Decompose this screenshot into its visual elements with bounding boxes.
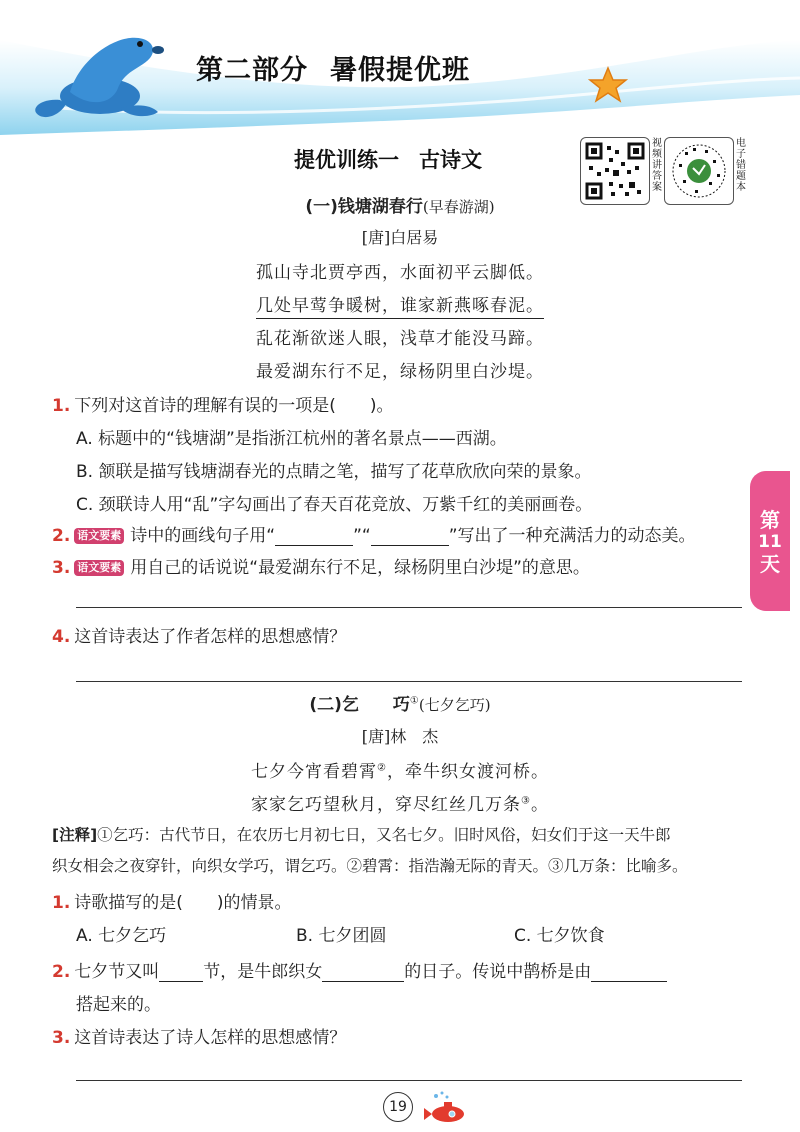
question-1 [52,391,394,416]
question-number: 2. [52,962,71,982]
footnote-marker: ① [409,695,419,707]
poem1-line: 孤山寺北贾亭西，水面初平云脚低。 [256,263,544,283]
day-tab-text [750,509,790,575]
label-char: 本 [736,182,746,193]
lesson-label: 提优训练一 [294,148,399,172]
question-3 [52,553,590,578]
question-2-continuation: 搭起来的。 [76,995,161,1015]
day-tab-char: 天 [760,552,780,576]
option-b[interactable]: B. 颔联是描写钱塘湖春光的点睛之笔，描写了花草欣欣向荣的景象。 [76,462,592,482]
question-text: ”写出了一种充满活力的动态美。 [448,526,696,546]
question-number: 3. [52,558,71,578]
answer-blank[interactable] [275,527,353,546]
option-c[interactable]: C. 颈联诗人用“乱”字勾画出了春天百花竞放、万紫千红的美丽画卷。 [76,495,593,515]
video-answer-label [650,138,664,193]
answer-blank[interactable] [322,963,404,982]
notes-label: [注释] [52,826,98,844]
footnote-marker: ② [377,762,387,774]
poem2-subtitle: (七夕乞巧) [418,696,491,714]
answer-line[interactable] [76,1080,742,1081]
poem2-line [0,757,800,782]
label-char: 答 [652,171,662,182]
day-tab [750,471,790,611]
poem1-title [0,192,800,217]
option-c[interactable]: C. 七夕饮食 [514,926,605,946]
poem1-line-underlined [0,291,800,316]
label-char: 子 [736,149,746,160]
question-number: 4. [52,627,71,647]
verse-text: 七夕今宵看碧霄 [251,762,378,782]
question-4 [52,622,346,647]
question-1 [52,888,292,913]
question-2 [52,521,696,546]
poem1-line: 乱花渐欲迷人眼，浅草才能没马蹄。 [256,329,544,349]
part-label: 第二部分 [196,55,308,86]
notes-line [52,823,671,845]
lesson-title [294,144,482,174]
label-char: 案 [652,182,662,193]
page-number: 19 [383,1092,413,1122]
notes-line: 织女相会之夜穿针，向织女学巧，谓乞巧。②碧霄：指浩瀚无际的青天。③几万条：比喻多。 [52,857,688,875]
answer-line[interactable] [76,607,742,608]
footnote-marker: ③ [521,795,531,807]
language-element-badge: 语文要素 [74,560,124,576]
question-text: 诗中的画线句子用“ [130,526,276,546]
question-text: 诗歌描写的是( )的情景。 [74,893,292,913]
part-name: 暑假提优班 [330,55,470,86]
underlined-verse: 几处早莺争暖树，谁家新燕啄春泥。 [256,296,544,319]
poem2-title-part: (二)乞 [309,695,359,715]
question-text: 的日子。传说中鹊桥是由 [404,962,592,982]
question-number: 2. [52,526,71,546]
poem1-title-text: (一)钱塘湖春行 [305,197,423,217]
option-b[interactable]: B. 七夕团圆 [296,926,387,946]
label-char: 视 [652,138,662,149]
lesson-topic: 古诗文 [419,148,482,172]
question-text: 这首诗表达了作者怎样的思想感情？ [74,627,347,647]
question-text: 这首诗表达了诗人怎样的思想感情？ [74,1028,347,1048]
poem1-subtitle: (早春游湖) [422,198,495,216]
label-char: 讲 [652,160,662,171]
poem2-title-part: 巧 [392,695,410,715]
question-text: 下列对这首诗的理解有误的一项是( )。 [74,396,394,416]
poem2-title [0,690,800,715]
question-number: 1. [52,893,71,913]
poem2-line [0,790,800,815]
poem1-line: 最爱湖东行不足，绿杨阴里白沙堤。 [256,362,544,382]
verse-text: ，牵牛织女渡河桥。 [386,762,549,782]
question-number: 3. [52,1028,71,1048]
question-3 [52,1023,346,1048]
poem1-author: [唐]白居易 [361,228,439,247]
day-tab-char: 第 [760,508,780,532]
day-tab-number: 11 [758,532,782,552]
label-char: 频 [652,149,662,160]
answer-blank[interactable] [159,963,203,982]
option-a[interactable]: A. 七夕乞巧 [76,926,167,946]
question-text: 用自己的话说说“最爱湖东行不足，绿杨阴里白沙堤”的意思。 [130,558,590,578]
question-text: 七夕节又叫 [74,962,160,982]
verse-text: 。 [530,795,549,815]
poem2-author: [唐]林 杰 [361,727,439,746]
answer-line[interactable] [76,681,742,682]
question-text: 节，是牛郎织女 [203,962,323,982]
notes-text: ①乞巧：古代节日，在农历七月初七日，又名七夕。旧时风俗，妇女们于这一天牛郎 [97,826,671,844]
question-text: ”“ [353,526,371,546]
label-char: 题 [736,171,746,182]
verse-text: 家家乞巧望秋月，穿尽红丝几万条 [251,795,522,815]
submarine-icon [418,1090,468,1126]
language-element-badge: 语文要素 [74,528,124,544]
question-2 [52,957,667,982]
question-number: 1. [52,396,71,416]
label-char: 电 [736,138,746,149]
answer-blank[interactable] [591,963,667,982]
label-char: 错 [736,160,746,171]
wrongbook-label [734,138,748,193]
part-title [196,48,470,87]
answer-blank[interactable] [371,527,449,546]
option-a[interactable]: A. 标题中的“钱塘湖”是指浙江杭州的著名景点——西湖。 [76,429,507,449]
